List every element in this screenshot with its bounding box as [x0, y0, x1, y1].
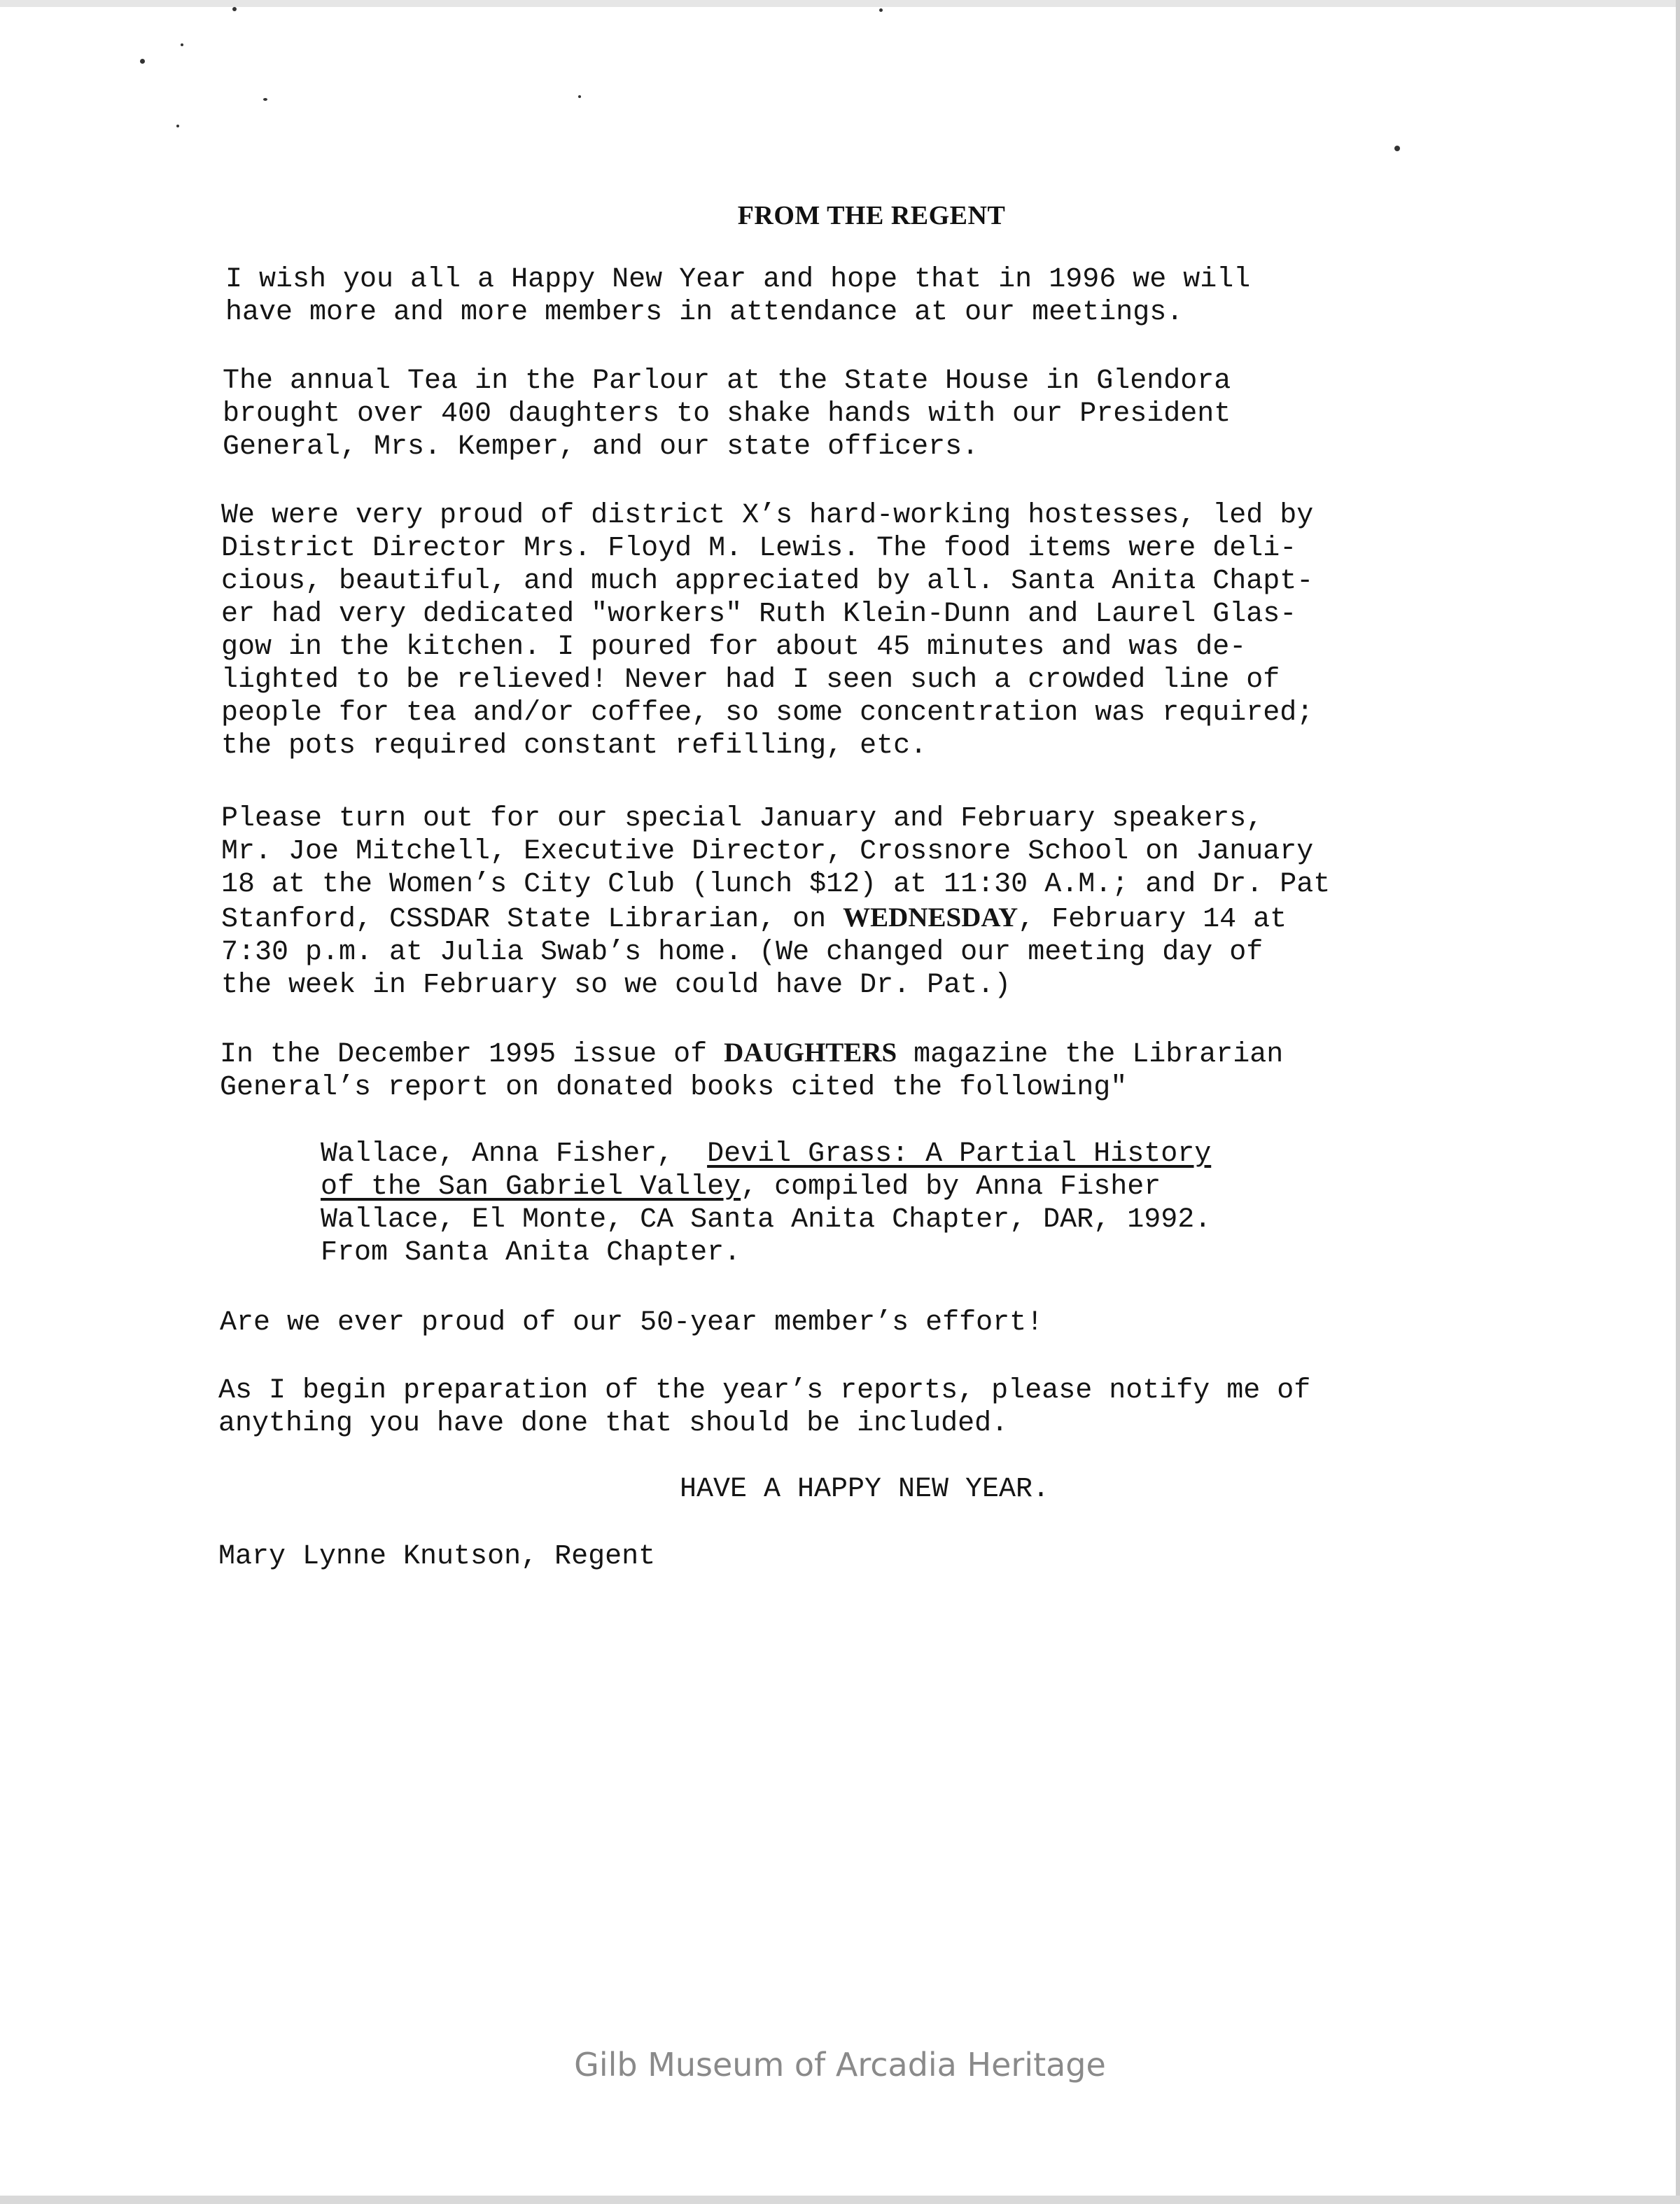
text-line: I wish you all a Happy New Year and hope that in 1996 we will — [225, 264, 1251, 295]
paragraph-speakers — [221, 802, 1330, 1002]
signature: Mary Lynne Knutson, Regent — [218, 1541, 656, 1572]
book-title: of the San Gabriel Valley — [321, 1171, 741, 1203]
museum-watermark: Gilb Museum of Arcadia Heritage — [574, 2046, 1106, 2084]
text-line: gow in the kitchen. I poured for about 45 minutes and was de- — [221, 632, 1247, 663]
text-line: General, Mrs. Kemper, and our state officers. — [223, 431, 979, 463]
book-title: Devil Grass: A Partial History — [707, 1138, 1212, 1170]
scan-right-edge — [1676, 0, 1680, 2204]
scan-speck — [879, 8, 883, 12]
emphasis-wednesday: WEDNESDAY — [843, 902, 1018, 933]
text-line: , February 14 at — [1018, 904, 1287, 935]
scan-speck — [1394, 146, 1400, 151]
text-line: people for tea and/or coffee, so some concentration was required; — [221, 697, 1314, 729]
text-line: brought over 400 daughters to shake hands with our President — [223, 398, 1231, 430]
closing-greeting: HAVE A HAPPY NEW YEAR. — [679, 1474, 1050, 1505]
text-line: General’s report on donated books cited the following" — [220, 1072, 1128, 1103]
scan-bottom-edge — [0, 2196, 1680, 2204]
text-line: As I begin preparation of the year’s reports, please notify me of — [218, 1375, 1311, 1407]
text-line: lighted to be relieved! Never had I seen such a crowded line of — [221, 664, 1280, 696]
scan-speck — [578, 95, 581, 98]
text-line: Stanford, CSSDAR State Librarian, on — [221, 904, 844, 935]
text-line: anything you have done that should be included. — [218, 1408, 1009, 1439]
scan-speck — [263, 98, 267, 101]
text-line: cious, beautiful, and much appreciated by all. Santa Anita Chapt- — [221, 566, 1314, 597]
text-line: , compiled by Anna Fisher — [741, 1171, 1161, 1203]
text-line: Wallace, Anna Fisher, — [321, 1138, 708, 1170]
scan-speck — [181, 43, 183, 46]
text-line: magazine the Librarian — [897, 1039, 1284, 1070]
text-line: Wallace, El Monte, CA Santa Anita Chapter, DAR, 1992. — [321, 1204, 1212, 1236]
text-line: In the December 1995 issue of — [220, 1039, 724, 1070]
text-line: the pots required constant refilling, etc. — [221, 730, 927, 762]
scan-speck — [232, 7, 237, 11]
book-citation — [321, 1138, 1211, 1269]
text-line: er had very dedicated "workers" Ruth Klein-Dunn and Laurel Glas- — [221, 599, 1297, 630]
paragraph-annual-tea — [223, 365, 1231, 463]
scan-speck — [140, 59, 145, 64]
text-line: The annual Tea in the Parlour at the State House in Glendora — [223, 365, 1231, 397]
paragraph-reports-request — [218, 1374, 1310, 1440]
text-line: Mr. Joe Mitchell, Executive Director, Crossnore School on January — [221, 836, 1314, 867]
text-line: Please turn out for our special January and February speakers, — [221, 803, 1264, 835]
document-heading: FROM THE REGENT — [737, 201, 1006, 230]
scan-top-edge — [0, 0, 1680, 7]
paragraph-daughters-magazine — [220, 1036, 1283, 1104]
paragraph-new-year-wishes — [225, 263, 1250, 329]
magazine-title: DAUGHTERS — [724, 1038, 897, 1068]
text-line: have more and more members in attendance at our meetings. — [225, 297, 1184, 328]
text-line: From Santa Anita Chapter. — [321, 1237, 741, 1269]
text-line: 7:30 p.m. at Julia Swab’s home. (We changed our meeting day of — [221, 937, 1264, 968]
paragraph-member-effort: Are we ever proud of our 50-year member’s effort! — [220, 1307, 1044, 1339]
text-line: 18 at the Women’s City Club (lunch $12) at 11:30 A.M.; and Dr. Pat — [221, 869, 1331, 900]
text-line: District Director Mrs. Floyd M. Lewis. The food items were deli- — [221, 533, 1297, 564]
paragraph-hostesses — [221, 499, 1313, 762]
scan-speck — [176, 125, 179, 127]
text-line: the week in February so we could have Dr. Pat.) — [221, 970, 1011, 1001]
text-line: We were very proud of district X’s hard-working hostesses, led by — [221, 500, 1314, 531]
